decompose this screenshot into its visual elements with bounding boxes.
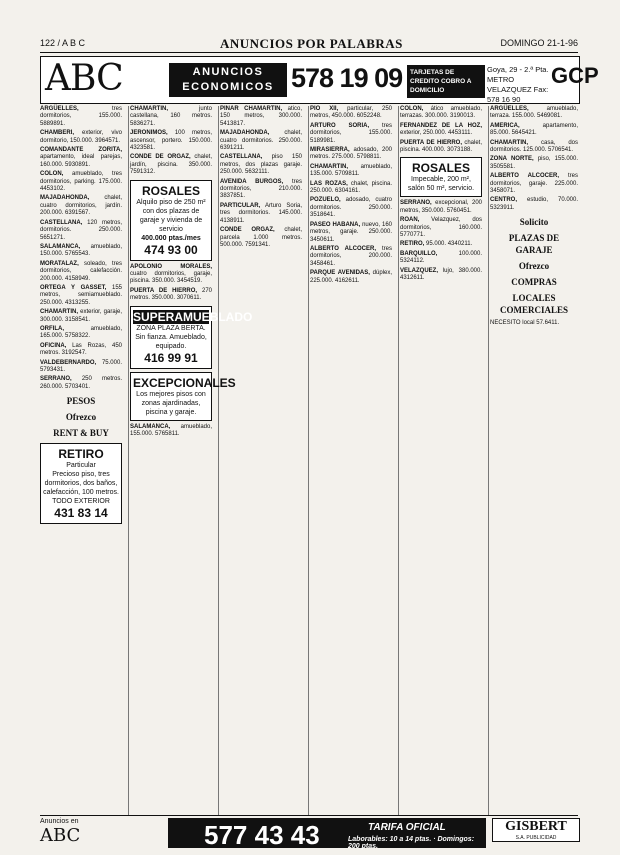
list-item: LAS ROZAS, chalet, piscina. 250.000. 6304161.: [310, 180, 392, 195]
gcp-logo: GCP: [551, 63, 599, 88]
column-1-ads: [40, 106, 122, 391]
ad-column-3: [220, 106, 302, 814]
list-item: CONDE DE ORGAZ, chalet, jardín, piscina. 350.000. 7591312.: [130, 154, 213, 176]
rosales-title: ROSALES: [141, 183, 200, 198]
list-item: PUERTA DE HIERRO, 270 metros. 350.000. 3070611.: [130, 287, 213, 302]
credit-card-box: TARJETAS DE CREDITO COBRO A DOMICILIO: [407, 65, 485, 98]
list-item: COMANDANTE ZORITA, apartamento, ideal parejas, 160.000. 5930891.: [40, 147, 122, 168]
abc-logo: ABC: [45, 58, 123, 99]
list-item: APOLONIO MORALES, cuatro dormitorios, garaje, piscina. 350.000. 3454519.: [130, 263, 212, 285]
list-item: ROAN, Velazquez, dos dormitorios, 160.000. 5770771.: [400, 217, 482, 239]
excepcionales-title: EXCEPCIONALES: [133, 375, 236, 390]
footer-phone-banner: [168, 818, 486, 848]
list-item: PASEO HABANA, nuevo, 160 metros, garaje. 250.000. 3450611.: [310, 221, 392, 243]
list-item: PARTICULAR, Arturo Soria, tres dormitorios. 145.000. 4138911.: [220, 202, 302, 224]
footer-horario: Laborables: 10 a 14 ptas. · Domingos: 200 ptas.: [348, 836, 475, 850]
list-item: ARGÜELLES, amueblado, terraza. 155.000. 5469081.: [490, 106, 578, 120]
page-footer: [40, 815, 578, 852]
rosales-phone: 474 93 00: [144, 242, 198, 257]
list-item: CHAMBERI, exterior, vivo dormitorio, 150.000. 3964571.: [40, 130, 122, 144]
retiro-ad-box: [40, 443, 122, 524]
column-rule: [398, 106, 399, 816]
ad-column-1: [40, 106, 122, 814]
list-item: MORATALAZ, soleado, tres dormitorios, calefacción. 200.000. 4158949.: [40, 260, 122, 282]
list-item: MAJADAHONDA, chalet, cuatro dormitorios, jardín. 200.000. 6391567.: [40, 195, 122, 217]
list-item: BARQUILLO, 100.000. 5324112.: [400, 250, 482, 265]
column-rule: [488, 106, 489, 816]
necesito-ad: NECESITO local 57.6411.: [490, 320, 560, 327]
anuncios-label: ANUNCIOS ECONOMICOS: [169, 63, 287, 97]
superamueblado-ad-box: [130, 306, 253, 369]
gisbert-sub: S.A. PUBLICIDAD: [515, 835, 557, 841]
list-item: PARQUE AVENIDAS, dúplex, 225.000. 4162611.: [310, 270, 392, 284]
page-date: DOMINGO 21-1-96: [500, 38, 578, 48]
retiro-text: Precioso piso, tres dormitorios, dos baños, calefacción, 100 metros.: [43, 471, 119, 497]
list-item: CENTRO, estudio, 70.000. 5323911.: [490, 197, 578, 211]
footer-abc-ad: [40, 818, 160, 846]
list-item: PINAR CHAMARTIN, atico, 150 metros, 300.000. 5413817.: [220, 106, 302, 127]
page-number: 122 / A B C: [40, 38, 86, 48]
page-title: ANUNCIOS POR PALABRAS: [220, 36, 403, 51]
section-solicito: Solicito: [519, 217, 549, 228]
list-item: COLON, ático amueblado, terrazas. 300.000. 3190013.: [400, 106, 482, 120]
rosales-price: 400.000 ptas./mes: [141, 234, 201, 242]
column-rule: [308, 106, 309, 816]
list-item: CHAMARTIN, exterior, garaje, 300.000. 3158541.: [40, 309, 122, 323]
rosales2-title: ROSALES: [411, 161, 470, 176]
list-item: SALAMANCA, amueblado, 150.000. 5765543.: [40, 243, 122, 258]
list-item: OFICINA, Las Rozas, 450 metros. 3192547.: [40, 342, 122, 357]
list-item: CONDE ORGAZ, chalet, parcela 1.000 metros. 500.000. 7591341.: [220, 227, 302, 248]
gisbert-name: GISBERT: [505, 819, 567, 834]
superamueblado-phone: 416 99 91: [144, 350, 198, 365]
ad-column-6: [490, 106, 578, 814]
banner-address: Goya, 29 - 2.ª Pta. METRO VELAZQUEZ Fax: 578 16 90: [487, 65, 549, 104]
superamueblado-title: SUPERAMUEBLADO: [133, 309, 253, 324]
retiro-phone: 431 83 14: [54, 506, 108, 521]
footer-abc-logo: ABC: [40, 825, 81, 846]
list-item: FERNANDEZ DE LA HOZ, exterior, 250.000. 4453111.: [400, 122, 482, 137]
section-compras: COMPRAS: [511, 277, 557, 288]
list-item: CHAMARTIN, amueblado, 135.000. 5709811.: [310, 163, 392, 178]
list-item: CHAMARTIN, junto castellana, 160 metros. 5836271.: [130, 106, 212, 127]
list-item: ORTEGA Y GASSET, 155 metros, semiamueblado. 250.000. 4313255.: [40, 284, 122, 306]
list-item: SALAMANCA, amueblado, 155.000. 5765811.: [130, 423, 212, 438]
list-item: VALDEBERNARDO, 75.000. 5793431.: [40, 359, 122, 373]
list-item: CASTELLANA, piso 150 metros, dos plazas garaje. 250.000. 5632111.: [220, 154, 303, 176]
ad-column-5: [400, 106, 482, 814]
column-rule: [128, 106, 129, 816]
list-item: SERRANO, 250 metros. 260.000. 5703401.: [40, 376, 122, 390]
list-item: SERRANO, excepcional, 200 metros, 350.000. 5760451.: [400, 200, 482, 214]
list-item: ALBERTO ALCOCER, tres dormitorios, 200.000. 3458461.: [310, 245, 393, 267]
list-item: ARTURO SORIA, tres dormitorios, 155.000. 5189981.: [310, 122, 392, 144]
footer-anuncios-en: Anuncios en: [40, 818, 79, 825]
list-item: MIRASIERRA, adosado, 200 metros. 275.000. 5798811.: [310, 147, 392, 161]
ad-column-4: [310, 106, 392, 814]
list-item: PUERTA DE HIERRO, chalet, piscina. 400.000. 3073188.: [400, 139, 482, 154]
footer-tarifa: TARIFA OFICIAL: [368, 822, 446, 833]
list-item: MAJADAHONDA, chalet, cuatro dormitorios. 250.000. 6391211.: [220, 130, 302, 152]
list-item: JERONIMOS, 100 metros, ascensor, portero. 150.000. 4323581.: [130, 130, 213, 152]
section-ofrezco-garaje: Ofrezco: [518, 261, 550, 272]
page-header: [40, 36, 578, 53]
list-item: AMERICA, apartamento, 85.000. 5645421.: [490, 122, 578, 137]
excepcionales-ad-box: [130, 372, 236, 421]
list-item: VELAZQUEZ, lujo, 380.000. 4312611.: [400, 267, 482, 282]
section-pesos: PESOS: [66, 396, 96, 407]
ad-column-2: [130, 106, 253, 814]
rosales-text: Alquilo piso de 250 m² con dos plazas de garaje y vivienda de servicio: [136, 198, 206, 233]
section-ofrezco: Ofrezco: [65, 412, 97, 423]
classifieds-banner: [40, 56, 599, 104]
list-item: ARGÜELLES, tres dormitorios, 155.000. 5889891.: [40, 106, 122, 127]
retiro-sub: Particular: [66, 462, 96, 470]
list-item: CASTELLANA, 120 metros, dormitorios. 250.000. 5651271.: [40, 219, 123, 241]
list-item: POZUELO, adosado, cuatro dormitorios. 250.000. 3518641.: [310, 197, 392, 219]
list-item: AVENIDA BURGOS, tres dormitorios, 210.000. 3837851.: [220, 178, 302, 200]
banner-phone: 578 19 09: [291, 63, 403, 93]
rosales-impecable-box: [400, 157, 482, 197]
rosales-ad-box: [130, 180, 212, 261]
section-locales: LOCALES COMERCIALES: [499, 293, 568, 316]
section-rent-buy: RENT & BUY: [53, 428, 109, 439]
list-item: ALBERTO ALCOCER, tres dormitorios, garaje. 225.000. 3458071.: [490, 173, 579, 195]
footer-phone-number: 577 43 43: [204, 820, 320, 850]
rosales2-text: Impecable, 200 m², salón 50 m², servicio.: [407, 176, 475, 193]
list-item: RETIRO, 95.000. 4340211.: [400, 241, 473, 248]
section-plazas-garaje: PLAZAS DE GARAJE: [508, 233, 560, 256]
gisbert-ad: [492, 818, 580, 842]
retiro-label: TODO EXTERIOR: [52, 498, 110, 506]
column-rule: [218, 106, 219, 816]
list-item: ZONA NORTE, piso, 155.000. 3505581.: [490, 156, 579, 170]
excepcionales-text: Los mejores pisos con zonas ajardinadas, piscina y garaje.: [136, 390, 206, 416]
list-item: PIO XII, particular, 250 metros, 450.000. 6052248.: [310, 106, 392, 120]
list-item: COLON, amueblado, tres dormitorios, parking. 175.000. 4453102.: [40, 171, 123, 193]
superamueblado-text: ZONA PLAZA BERTA. Sin fianza. Amueblado, equipado.: [135, 324, 207, 350]
retiro-title: RETIRO: [58, 447, 104, 462]
list-item: ORFILA, amueblado, 165.000. 5758322.: [40, 325, 122, 340]
list-item: CHAMARTIN, casa, dos dormitorios. 125.000. 5706541.: [490, 139, 579, 154]
